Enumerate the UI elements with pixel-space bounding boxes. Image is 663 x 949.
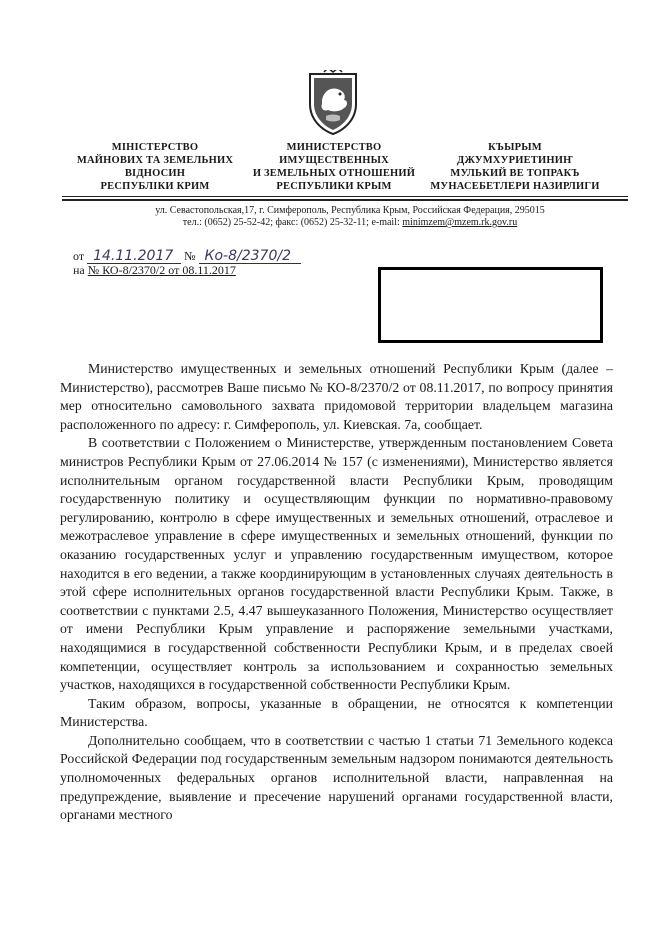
ministry-name-line: РЕСПУБЛИКИ КРЫМ: [276, 181, 392, 192]
letter-body: [60, 360, 613, 825]
outgoing-reference: [73, 249, 301, 264]
ministry-name-line: МІНІСТЕРСТВО: [111, 142, 199, 153]
contact-phones: [110, 217, 590, 229]
number-label: №: [184, 249, 196, 263]
incoming-reference: [73, 263, 236, 277]
ministry-name-line: ДЖУМХУРИЕТИНИҤ: [457, 155, 573, 166]
header-divider: [62, 196, 628, 197]
handwritten-date: 14.11.2017: [87, 249, 181, 264]
ministry-name-line: РЕСПУБЛІКИ КРИМ: [100, 181, 210, 192]
redacted-recipient-box: [378, 267, 603, 343]
reply-prefix: на: [73, 263, 85, 277]
date-label: от: [73, 249, 85, 263]
ministry-name-line: И ЗЕМЕЛЬНЫХ ОТНОШЕНИЙ: [252, 168, 416, 179]
ministry-name-line: МИНИСТЕРСТВО: [286, 142, 382, 153]
ministry-name-russian: [239, 141, 429, 193]
ministry-name-line: КЪЫРЫМ: [488, 142, 542, 153]
ministry-name-line: МУЛЬКИЙ ВЕ ТОПРАКЪ: [450, 168, 580, 179]
postal-address: ул. Севастопольская,17, г. Симферополь, Республика Крым, Российская Федерация, 295015: [155, 205, 545, 216]
body-paragraph: Дополнительно сообщаем, что в соответствии с частью 1 статьи 71 Земельного кодекса Российской Федерации под государственным земельным надзором понимаются деятельность уполномоченных федеральных органов исполнительной власти, направленная на предупреждение, выявление и пресечение нарушений органами государственной власти, органами местного: [60, 732, 613, 823]
ministry-name-line: ИМУЩЕСТВЕННЫХ: [279, 155, 389, 166]
body-paragraph: Таким образом, вопросы, указанные в обращении, не относятся к компетенции Министерства.: [60, 695, 613, 730]
header-divider-thick: [62, 199, 628, 201]
handwritten-number: Ко-8/2370/2: [199, 249, 301, 264]
ministry-name-ukrainian: [70, 141, 240, 193]
body-paragraph: Министерство имущественных и земельных отношений Республики Крым (далее – Министерство), рассмотрев Ваше письмо № КО-8/2370/2 от 08.11.2017, по вопросу принятия мер относительно самовольного захвата придомовой территории владельцем магазина расположенного по адресу: г. Симферополь, ул. Киевская. 7а, сообщает.: [60, 361, 613, 432]
ministry-name-line: МУНАСЕБЕТЛЕРИ НАЗИРЛИГИ: [430, 181, 600, 192]
reply-reference: № КО-8/2370/2 от 08.11.2017: [87, 263, 236, 277]
phones-text: тел.: (0652) 25-52-42; факс: (0652) 25-32-11; e-mail:: [182, 217, 403, 228]
ministry-name-crimean-tatar: [430, 141, 600, 193]
coat-of-arms-icon: [302, 70, 364, 136]
body-paragraph: В соответствии с Положением о Министерстве, утвержденным постановлением Совета министров Республики Крым от 27.06.2014 № 157 (с изменениями), Министерство является исполнительным органом государственной власти Республики Крым, проводящим государственную политику и осуществляющим функции по нормативно-правовому регулированию, контролю в сфере имущественных и земельных отношений, отраслевое и межотраслевое управление в сфере имущественных и земельных отношений, функции по оказанию государственных услуг и управлению государственным имуществом, которое находится в его ведении, а также координирующим в установленных случаях деятельность в этой сфере исполнительных органов государственной власти Республики Крым. Также, в соответствии с пунктами 2.5, 4.47 вышеуказанного Положения, Министерство осуществляет от имени Республики Крым управление и распоряжение земельными участками, находящимися в государственной собственности Республики Крым, и в пределах своей компетенции, осуществляет контроль за использованием и сохранностью земельных участков, находящихся в государственной собственности Республики Крым.: [60, 435, 613, 693]
ministry-name-line: МАЙНОВИХ ТА ЗЕМЕЛЬНИХ: [76, 155, 234, 166]
ministry-name-line: ВІДНОСИН: [124, 168, 186, 179]
email-link[interactable]: minimzem@mzem.rk.gov.ru: [402, 217, 518, 228]
